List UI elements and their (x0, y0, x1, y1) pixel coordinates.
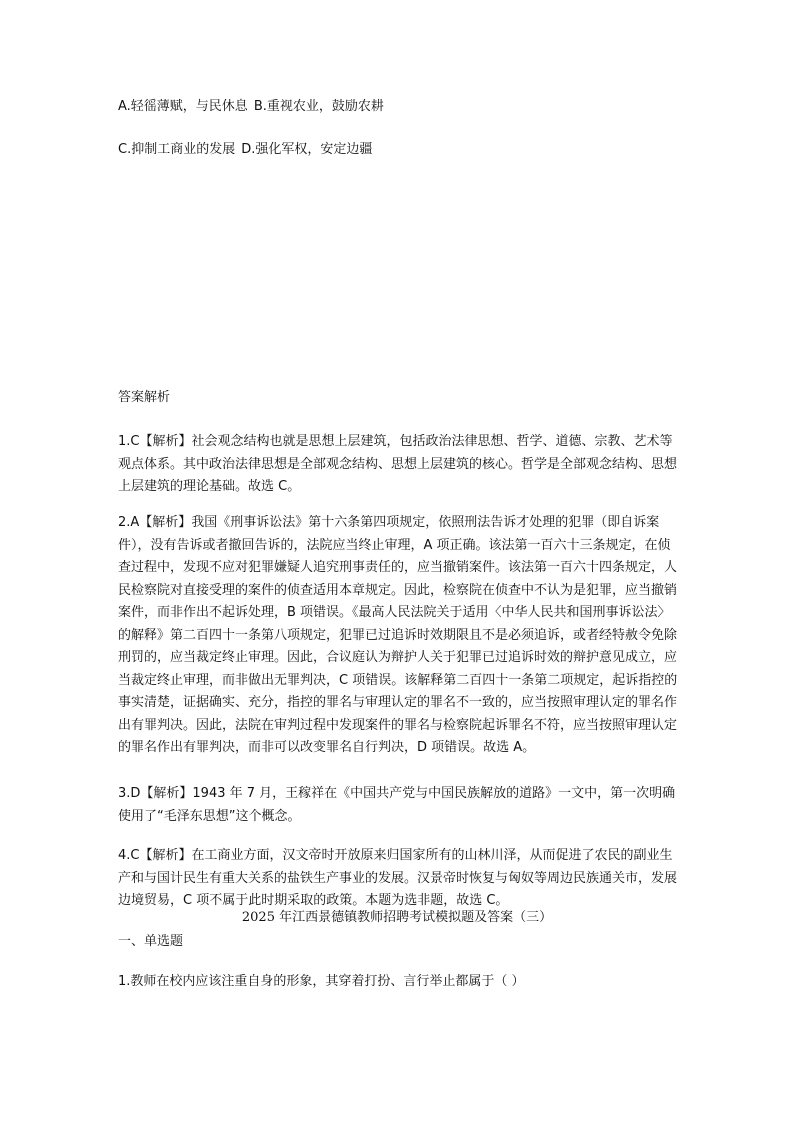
options-line-2 (118, 139, 678, 162)
exam-title: 2025 年江西景德镇教师招聘考试模拟题及答案（三） (241, 910, 553, 925)
answer-1: 1.C【解析】社会观念结构也就是思想上层建筑，包括政治法律思想、哲学、道德、宗教、艺术等观点体系。其中政治法律思想是全部观念结构、思想上层建筑的核心。哲学是全部观念结构、思想上层建筑的理论基础。故选 C。 (118, 434, 678, 494)
section-heading: 一、单选题 (118, 934, 184, 949)
question-1: 1.教师在校内应该注重自身的形象，其穿着打扮、言行举止都属于（ ） (118, 974, 525, 989)
answer-4: 4.C【解析】在工商业方面，汉文帝时开放原来归国家所有的山林川泽，从而促进了农民的副业生产和与国计民生有重大关系的盐铁生产事业的发展。汉景帝时恢复与匈奴等周边民族通关市，发展边境贸易，C 项不属于此时期采取的政策。本题为选非题，故选 C。 (118, 848, 678, 908)
answer-heading: 答案解析 (118, 390, 171, 405)
answer-2: 2.A【解析】我国《刑事诉讼法》第十六条第四项规定，依照刑法告诉才处理的犯罪（即自诉案件），没有告诉或者撤回告诉的，法院应当终止审理，A 项正确。该法第一百六十三条规定，在侦查过程中，发现不应对犯罪嫌疑人追究刑事责任的，应当撤销案件。该法第一百六十四条规定，人民检察院对直接受理的案件的侦查适用本章规定。因此，检察院在侦查中不认为是犯罪，应当撤销案件，而非作出不起诉处理，B 项错误。《最高人民法院关于适用〈中华人民共和国刑事诉讼法〉的解释》第二百四十一条第八项规定，犯罪已过追诉时效期限且不是必须追诉，或者经特赦令免除刑罚的，应当裁定终止审理。因此，合议庭认为辩护人关于犯罪已过追诉时效的辩护意见成立，应当裁定终止审理，而非做出无罪判决，C 项错误。该解释第二百四十一条第二项规定，起诉指控的事实清楚，证据确实、充分，指控的罪名与审理认定的罪名不一致的，应当按照审理认定的罪名作出有罪判决。因此，法院在审判过程中发现案件的罪名与检察院起诉罪名不符，应当按照审理认定的罪名作出有罪判决，而非可以改变罪名自行判决，D 项错误。故选 A。 (118, 515, 678, 755)
option-d: D.强化军权，安定边疆 (241, 142, 373, 157)
option-a: A.轻徭薄赋，与民休息 (118, 99, 248, 114)
option-b: B.重视农业，鼓励农耕 (253, 99, 384, 114)
options-line-1 (118, 96, 678, 119)
option-c: C.抑制工商业的发展 (118, 142, 236, 157)
answer-3: 3.D【解析】1943 年 7 月，王稼祥在《中国共产党与中国民族解放的道路》一文中，第一次明确使用了“毛泽东思想”这个概念。 (118, 786, 676, 824)
